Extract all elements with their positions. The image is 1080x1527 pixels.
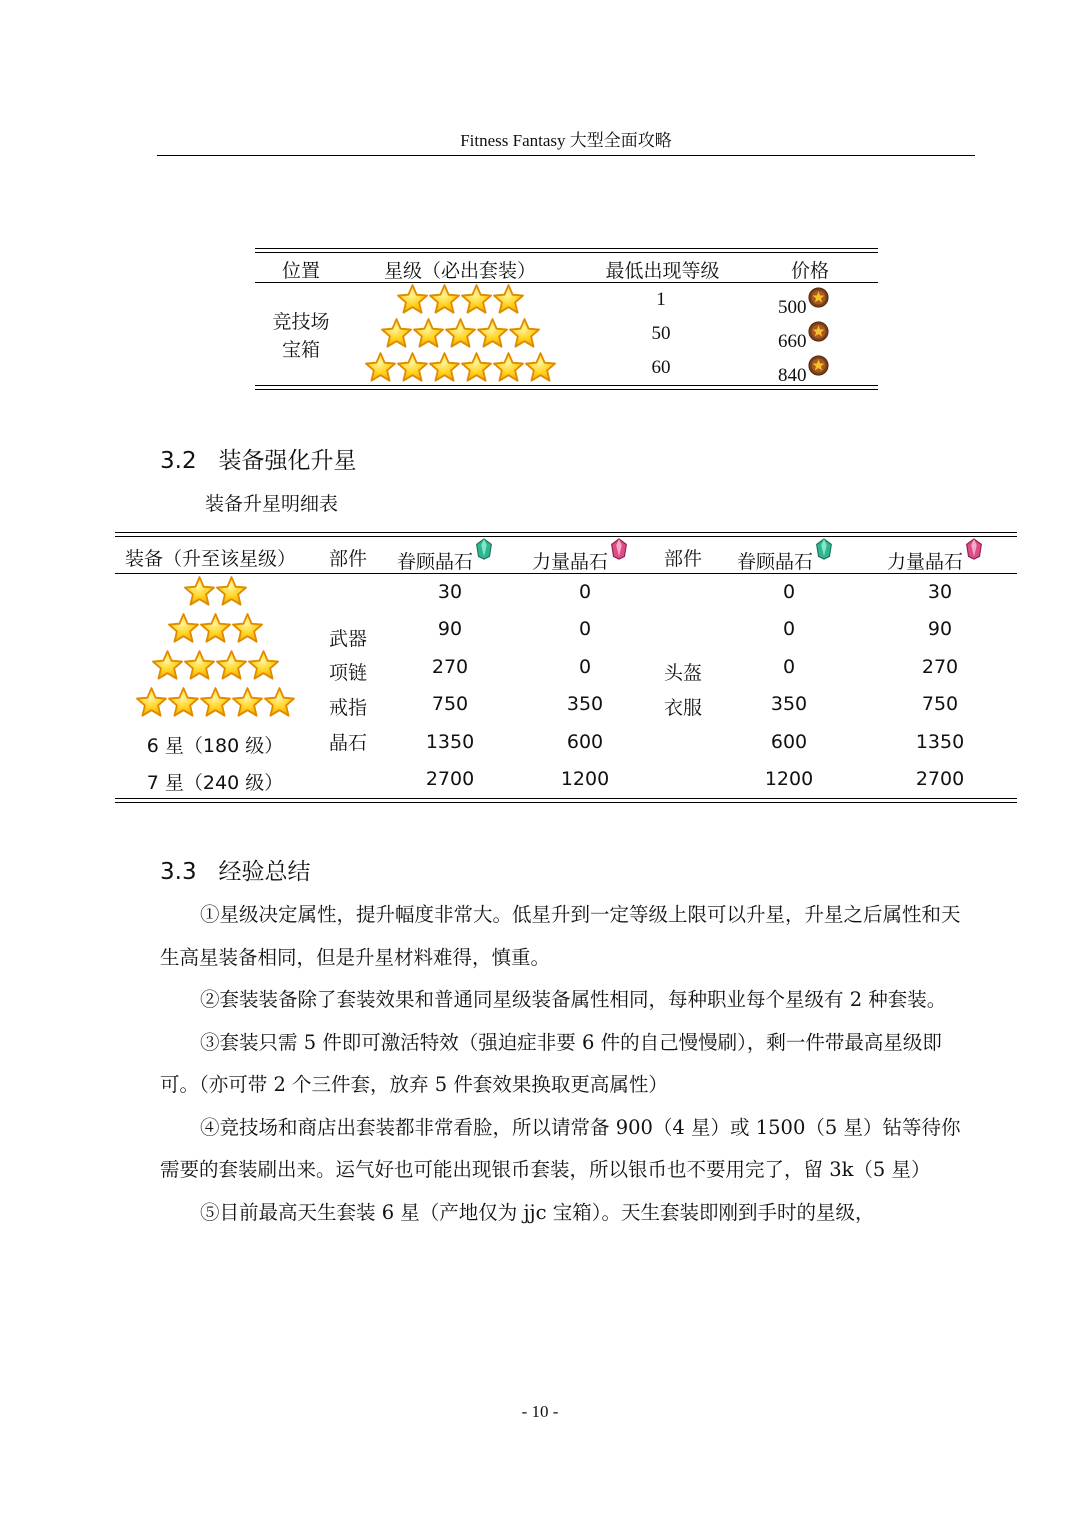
part-right: 衣服 [664,697,703,719]
star-icon [247,649,280,682]
cell-power-left: 0 [578,656,592,678]
cell-power-left: 0 [578,618,592,640]
col-header-power-right [887,538,984,574]
section-title: 装备强化升星 [218,448,357,474]
price-cell [778,287,829,319]
header-text: 眷顾晶石 [397,551,474,573]
col-header-part-left: 部件 [329,548,368,570]
summary-paragraphs [160,894,970,1234]
cell-favor-right: 0 [782,581,796,603]
paragraph: ①星级决定属性，提升幅度非常大。低星升到一定等级上限可以升星，升星之后属性和天生高星装备相同，但是升星材料难得，慎重。 [160,903,961,969]
star-icon [428,283,461,316]
star-icon [199,612,232,645]
page-header [157,129,975,156]
paragraph: ④竞技场和商店出套装都非常看脸，所以请常备 900（4 星）或 1500（5 星）钻等待你需要的套装刷出来。运气好也可能出现银币套装，所以银币也不要用完了，留 3k（5 星） [160,1115,961,1181]
cell-power-right: 1350 [915,731,965,753]
col-header-favor-left [397,538,494,574]
cell-favor-right: 600 [770,731,808,753]
star-icon [364,351,397,384]
price-value: 500 [778,297,807,318]
cell-power-left: 600 [566,731,604,753]
cell-power-left: 350 [566,693,604,715]
star-icon [460,283,493,316]
star-icon [231,612,264,645]
star-icon [183,649,216,682]
section-title: 经验总结 [218,859,311,885]
table-caption: 装备升星明细表 [205,493,339,515]
star-icon [412,317,445,350]
part-left: 武器 [329,628,368,650]
star-icon [476,317,509,350]
cell-favor-left: 30 [437,581,463,603]
star-icon [380,317,413,350]
section-heading-3-3 [160,853,311,886]
star-icon [151,649,184,682]
coin-icon [808,355,829,376]
star-icon [396,351,429,384]
star-icon [492,283,525,316]
cell-favor-left: 2700 [425,768,475,790]
paragraph: ⑤目前最高天生套装 6 星（产地仅为 jjc 宝箱）。天生套装即刚到手时的星级， [200,1200,875,1224]
min-level-cell: 50 [651,323,671,344]
cell-favor-right: 0 [782,618,796,640]
coin-icon [808,321,829,342]
star-icon [508,317,541,350]
col-header-part-right: 部件 [664,548,703,570]
star-icon [135,686,168,719]
star-icon [492,351,525,384]
col-header-stars: 星级（必出套装） [383,260,536,282]
cell-favor-left: 750 [431,693,469,715]
col-header-location: 位置 [281,260,320,282]
min-level-cell: 1 [656,289,666,310]
col-header-power-left [532,538,629,574]
stars-3 [115,612,315,645]
cell-favor-right: 0 [782,656,796,678]
price-value: 840 [778,365,807,386]
star-icon [524,351,557,384]
star-icon [428,351,461,384]
stars-4 [360,283,560,316]
header-text: 力量晶石 [887,551,964,573]
star-icon [167,686,200,719]
location-cell [260,308,342,364]
min-level-cell: 60 [651,357,671,378]
star-icon [263,686,296,719]
cell-favor-left: 1350 [425,731,475,753]
equipment-label: 6 星（180 级） [146,735,284,757]
star-icon [215,575,248,608]
section-heading-3-2 [160,442,357,475]
paragraph: ②套装装备除了套装效果和普通同星级装备属性相同，每种职业每个星级有 2 种套装。 [200,988,947,1011]
location-line1: 竞技场 [272,311,330,333]
cell-favor-right: 350 [770,693,808,715]
cell-favor-left: 90 [437,618,463,640]
coin-icon [808,287,829,308]
stars-4 [115,649,315,682]
header-title: Fitness Fantasy 大型全面攻略 [460,131,672,150]
cell-power-right: 750 [921,693,959,715]
cell-favor-right: 1200 [764,768,814,790]
gem-green-icon [474,538,494,560]
cell-power-left: 1200 [560,768,610,790]
star-icon [183,575,216,608]
part-left: 晶石 [329,732,368,754]
gem-green-icon [814,538,834,560]
star-icon [444,317,477,350]
header-text: 眷顾晶石 [737,551,814,573]
cell-power-right: 270 [921,656,959,678]
gem-pink-icon [609,538,629,560]
stars-5 [360,317,560,350]
star-icon [231,686,264,719]
location-line2: 宝箱 [281,339,320,361]
section-number: 3.2 [160,448,197,474]
star-icon [167,612,200,645]
star-icon [215,649,248,682]
gem-pink-icon [964,538,984,560]
stars-6 [360,351,560,384]
part-left: 戒指 [329,697,368,719]
star-icon [460,351,493,384]
cell-power-right: 2700 [915,768,965,790]
cell-favor-left: 270 [431,656,469,678]
table-top-rule [115,532,1017,537]
page-number: - 10 - [521,1402,559,1421]
section-number: 3.3 [160,859,197,885]
price-cell [778,321,829,353]
col-header-min-level: 最低出现等级 [605,260,720,282]
table-top-rule [255,248,878,253]
stars-5 [115,686,315,719]
equipment-label: 7 星（240 级） [146,772,284,794]
col-header-price: 价格 [790,260,829,282]
price-cell [778,355,829,387]
star-icon [199,686,232,719]
price-value: 660 [778,331,807,352]
paragraph: ③套装只需 5 件即可激活特效（强迫症非要 6 件的自己慢慢刷），剩一件带最高星级即可。（亦可带 2 个三件套，放弃 5 件套效果换取更高属性） [160,1030,942,1096]
part-right: 头盔 [664,662,703,684]
cell-power-left: 0 [578,581,592,603]
col-header-equipment: 装备（升至该星级） [125,548,297,570]
stars-2 [115,575,315,608]
col-header-favor-right [737,538,834,574]
cell-power-right: 90 [927,618,953,640]
header-text: 力量晶石 [532,551,609,573]
cell-power-right: 30 [927,581,953,603]
star-icon [396,283,429,316]
part-left: 项链 [329,662,368,684]
table-bottom-rule [115,798,1017,803]
